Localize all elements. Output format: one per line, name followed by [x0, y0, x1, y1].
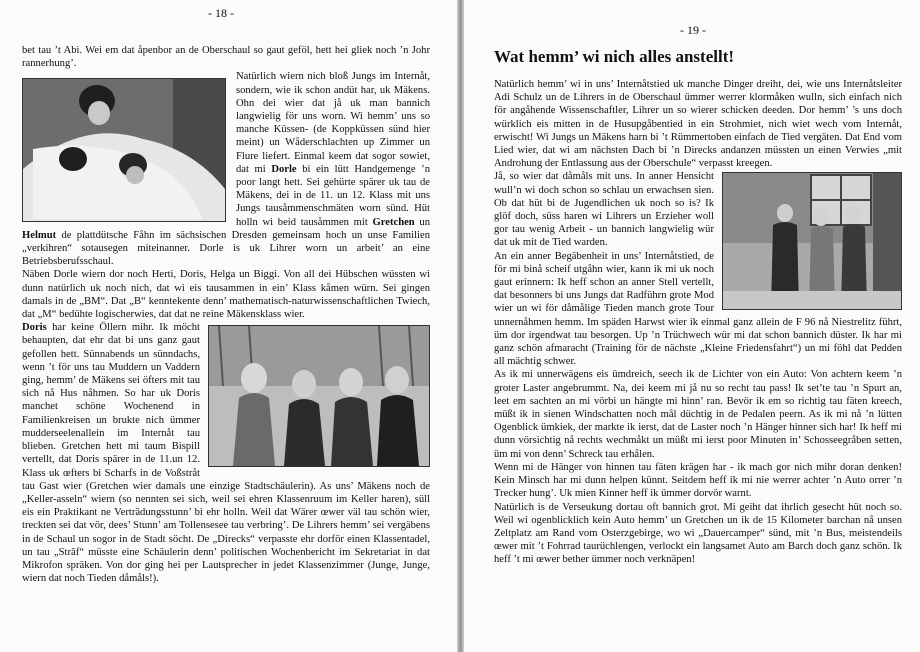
name-doris: Doris: [22, 322, 47, 334]
right-paragraph-1: Natürlich hemm’ wi in uns’ Internåtstied uk manche Dinger dreiht, dei, wie uns Internåtsleiter Adi Schulz un de Lihrers in de Oberschaul ümmer werrer klormåken wulln, sich einfach nich för angåhende Wissenschaftler, Lihrer un so wierer schicken deeden. Dor hemm’ ’s uns doch würklich eis mitten in de Husupgåbentied in ein Strohmiet, nich wiet wech vom Internåt, erwischt! Wi Jungs un Mäkens harn bi ’t Rümmertoben einfach de Tied vergäten. Dat End vom Lied wier, dat wi am nächsten Dach bi ’n Direcks andanzen müssten un einen Verwies „mit Androhung der Entlassung aus der Oberschule“ verpasst kreegen.: [494, 79, 902, 170]
page-number-right: - 19 -: [680, 23, 706, 37]
photo-three-men: [722, 172, 902, 310]
name-dorle: Dorle: [271, 163, 297, 175]
left-paragraph-2: [22, 70, 430, 268]
left-paragraph-1: bet tau ’t Abi. Wei em dat åpenbor an de Oberschaul so gaut geföl, hett hei gliek noch ’n Johr rannerhung’.: [22, 45, 430, 70]
left-paragraph-3: Näben Dorle wiern dor noch Herti, Doris, Helga un Biggi. Von all dei Hübschen wüssten wi dunn natürlich uk noch nich, dat wi eis tausammen in ein’ Klass kåmen würn. Sei gingen damals in de „BM“. Dat „B“ kenntekente denn’ mathematisch-naturwissenschaftlichen Twiech, dat „M“ bedühte logischerwies, dat dat ne reine Mäkensklass wier.: [22, 269, 430, 321]
left-paragraph-2d: de plattdütsche Fåhn im sächsischen Dresden gemeinsam hoch un unse Familien „verkihren“ sotausegen miteinanner. Dorle is uk Lihrer worn un arbeit’ an eine Betriebsberufsschaul.: [22, 229, 430, 268]
right-paragraph-5: Wenn mi de Hänger von hinnen tau fäten krägen har - ik mach gor nich mihr doran denken! Kein Minsch har mi dunn helpen künnt. Seitdem heff ik mi nie werrer achter ’n Auto orrer ’n Trecker hung’. Uk mien Kinner heff ik ümmer dorvör warnt.: [494, 461, 902, 500]
page-number-left: - 18 -: [208, 6, 234, 20]
left-paragraph-4: [22, 321, 430, 585]
left-paragraph-4a: har keine Öllern mihr. Ik möcht behaupten, dat ehr dat bi uns ganz gaut gefollen hett. Sünnabends un sünndachs, wenn ’t för uns tau Muddern un Vaddern ging, hemm’ de Mäkens sei öfters mit tau sich nå Hus nåhmen. So har uk Doris manchet schöne Wochenend in Familienkreisen un brukte nich ümmer mudderseelenallein im Internåt tau blieben. Gretchen hett mi taum Bispill vertellt, dat Doris spärer in de 11.un 12. Klass uk œfters bi Scharfs in de Voßstråt tau Gast wier (Gretchen wier damals une einzige Stadtschäulerin). As uns’ Mäkens noch de „Keller-asseln“ wiern (so nennten sei sich, weil sei ehren Klassenruum im Keller haren), süll eis ein Praktikant ne Verträdungsstunn’ bi ehr holln. Weil dat Wärer œwer väl tau schön wier, treckten sei dat vör, dees’ Stunn’ am Tollensesee tau verbring’. De Lihrers hemm’ sei vergäbens in de Schaul un sogor in de Stadt söcht. De „Direcks“ verpasste ehr dorför einen Klassentadel, un tau „Strâf“ müsste eine Schäulerin denn’ politischen Wochenbericht im Sekretariat in dat Mikrofon spräken. Von dor ging hei per Lautsprecher in jedet Klassenzimmer (Junge, Junge, wiern dat noch Tieden dåmåls!).: [22, 322, 430, 585]
right-paragraph-4: As ik mi unnerwägens eis ümdreich, seech ik de Lichter von ein Auto: Von achtern keem ’n groter Laster angebrummt. Na, dei keem mi jå nu so recht tau pass! Ik set’te tau ’n Spurt an, leet em sachten an mi vörbi un hängte mi hinn’ ran. Bevör ik em so richtig tau fäten kreech, müßt ik in sienen Windschatten noch mål düchtig in de Pedalen peern. As ik mi nå ’n lütten Ogenblick ümkiek, der markte ik ierst, dat de Laster noch ’n Hänger hinner sich har! Ik heff mi dunn vörsichtig nå rechts wechmåkt un müßt mi ierst poor Minuten in’ Schosseegråben setten, üm mi von denn’ Schreck tau erhålen.: [494, 369, 902, 460]
photo-four-girls: [208, 325, 430, 467]
right-paragraph-2-text: Jå, so wier dat dåmåls mit uns. In anner Hensicht wull’n wi doch schon so schlau un erwachsen sien. Ob dat hüt bi de Jugendlichen uk noch so is? Ik glöf doch, süss haren wi Lihrers un Erzieher woll gor tau wenig Arbeit - un bannich langwielig wür dat uk mit de Tied warden.: [494, 171, 714, 249]
left-page: [0, 0, 457, 652]
chapter-heading: Wat hemm’ wi nich alles anstellt!: [494, 47, 735, 66]
right-body: [494, 78, 902, 567]
right-page: [464, 0, 920, 652]
name-helmut: Helmut: [22, 229, 57, 241]
left-paragraph-2c: un: [414, 216, 430, 228]
book-gutter: [457, 0, 464, 652]
right-paragraph-6: Natürlich is de Verseukung dortau oft bannich grot. Mi geiht dat ihrlich gesecht hüt noch so. Weil wi ogenblicklich kein Auto hemm’ un Gretchen un ik de 15 Kilometer barchan nå unsen Zeltplatz am Rand vom Osterzgebirge, wo wi „Dauercamper“ sünd, mit ’n Bus, meistendeils œwer mit ’t Fohrrad taurüchlengen, verlockt ein langsamet Auto am Barch doch ganz schön. Ik heff ’t mi œwer bether ümmer noch verknäpen!: [494, 501, 902, 566]
left-paragraph-2a: Natürlich wiern nich bloß Jungs im Internåt, sondern, wie ik schon andüt har, uk Mäkens. Ohn dei wier dat jå uk man bannich langwielig för uns worn. Wi hemm’ uns so manche Küssen- (de Koppküssen sünd hier meint) un Wåderschlachten up Zimmer un Flure liefert. Einmal keem dat sogor sowiet, dat mi: [236, 71, 430, 175]
name-gretchen: Gretchen: [372, 216, 415, 228]
left-paragraph-2b: bi ein lütt Handgemenge ’n poor langt hett. Sei gehürte spärer uk tau de Mäkens, dei in de 11. un 12. Klass mit uns Jungs tausåmmenschmäten worn sünd. Hüt holln wi beid tausåmmen mit: [236, 163, 430, 228]
left-body: [22, 44, 430, 585]
right-paragraph-3: An ein anner Begäbenheit in uns’ Internåtstied, de för mi binå scheif utgåhn wier, kann ik mi uk noch gaut erinnern: Ik heff schon an anner Stell vertellt, dat besonners bi uns Jungs dat Radführn grote Mod wier un wi för dåmålige Tieden manch grote Tour unnernåhmen hemm. Im späden Harwst wier ik einmal ganz allein de F 96 nå Niestrelitz führt, üm dor irgendwat tau besorgen. Up ’n Trüchwech wür mi dat schon bannich düster. Ik har mi ganz schön afmaracht (Training för de nächste „Kleine Friedensfahrt“) un mi föhl dat Pedden all mächtig schwer.: [494, 250, 902, 368]
right-paragraph-2: [494, 170, 902, 249]
photo-pillow-fight: [22, 78, 226, 222]
